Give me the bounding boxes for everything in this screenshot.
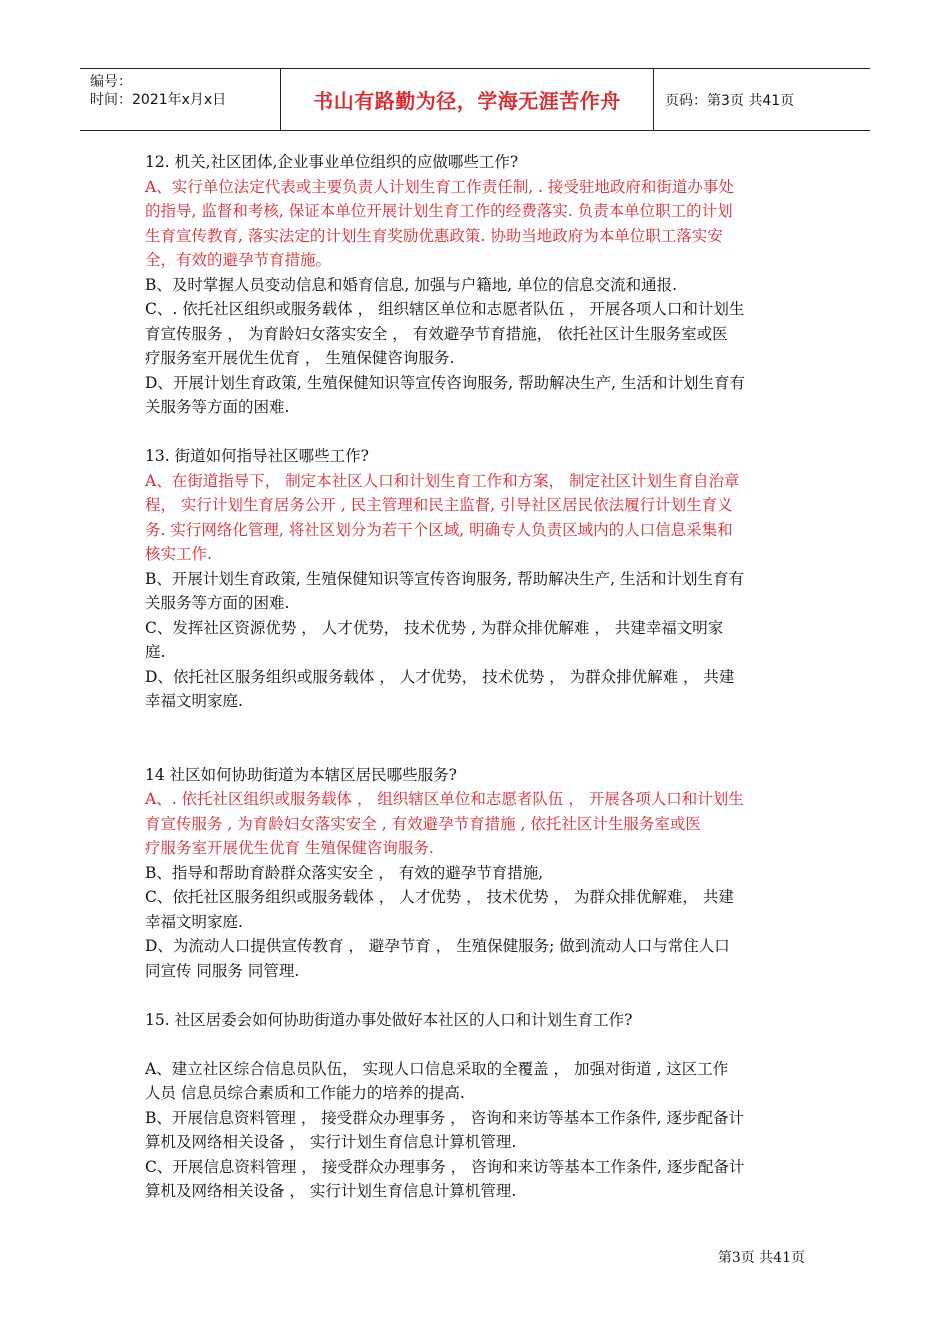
answer-line: 的指导, 监督和考核, 保证本单位开展计划生育工作的经费落实. 负责本单位职工的计划: [145, 202, 733, 220]
answer-line: 程， 实行计划生育居务公开 , 民主管理和民主监督, 引导社区居民依法履行计划生育义: [145, 496, 733, 514]
option-line: 幸福文明家庭.: [145, 912, 243, 931]
question-title: 12. 机关,社区团体,企业事业单位组织的应做哪些工作?: [145, 153, 519, 171]
question-title: 15. 社区居委会如何协助街道办事处做好本社区的人口和计划生育工作?: [145, 1010, 633, 1029]
option-line: C、. 依托社区组织或服务载体 ， 组织辖区单位和志愿者队伍 ， 开展各项人口和计划生: [145, 300, 745, 318]
option-line: 同宣传 同服务 同管理.: [145, 961, 300, 980]
spacer: [145, 714, 810, 739]
option-line: C、发挥社区资源优势 ， 人才优势， 技术优势 , 为群众排优解难 ， 共建幸福文明家: [145, 618, 724, 637]
spacer: [145, 420, 810, 445]
option-line: B、开展计划生育政策, 生殖保健知识等宣传咨询服务, 帮助解决生产, 生活和计划生育有: [145, 569, 744, 588]
option-line: 算机及网络相关设备 ， 实行计划生育信息计算机管理.: [145, 1182, 517, 1200]
question-section: [145, 444, 810, 714]
answer-line: 核实工作.: [145, 545, 212, 563]
option-line: 育宣传服务 ， 为育龄妇女落实安全 ， 有效避孕节育措施， 依托社区计生服务室或医: [145, 324, 728, 343]
option-line: 关服务等方面的困难.: [145, 398, 290, 416]
option-line: D、开展计划生育政策, 生殖保健知识等宣传咨询服务, 帮助解决生产, 生活和计划生育有: [145, 373, 745, 392]
answer-line: 育宣传服务 , 为育龄妇女落实安全 , 有效避孕节育措施 , 依托社区计生服务室或医: [145, 814, 701, 833]
option-line: B、开展信息资料管理 ， 接受群众办理事务 ， 咨询和来访等基本工作条件, 逐步配备计: [145, 1108, 744, 1127]
header-page-label: 页码：第3页 共41页: [665, 92, 795, 109]
spacer: [145, 738, 810, 763]
option-line: C、开展信息资料管理 ， 接受群众办理事务 ， 咨询和来访等基本工作条件, 逐步配备计: [145, 1157, 745, 1176]
question-section: [145, 1008, 810, 1204]
option-line: 疗服务室开展优生优育 ， 生殖保健咨询服务.: [145, 349, 455, 367]
spacer: [145, 1032, 810, 1057]
number-label: 编号：: [90, 74, 132, 90]
header-meta: [80, 69, 281, 130]
question-section: [145, 150, 810, 420]
time-label: 时间：2021年x月x日: [90, 92, 227, 108]
option-line: 庭.: [145, 643, 166, 661]
option-line: 算机及网络相关设备 ， 实行计划生育信息计算机管理.: [145, 1133, 517, 1151]
option-line: D、依托社区服务组织或服务载体 ， 人才优势， 技术优势 ， 为群众排优解难 ， 共建: [145, 667, 735, 686]
document-body: [145, 150, 810, 1204]
option-line: 幸福文明家庭.: [145, 692, 243, 710]
question-section: [145, 763, 810, 984]
option-line: D、为流动人口提供宣传教育 ， 避孕节育 ， 生殖保健服务; 做到流动人口与常住人口: [145, 937, 730, 955]
answer-line: 疗服务室开展优生优育 生殖保健咨询服务.: [145, 839, 434, 857]
answer-line: 务. 实行网络化管理, 将社区划分为若干个区域, 明确专人负责区域内的人口信息采集和: [145, 520, 733, 539]
option-line: 人员 信息员综合素质和工作能力的培养的提高.: [145, 1084, 465, 1102]
answer-line: A、在街道指导下， 制定本社区人口和计划生育工作和方案， 制定社区计划生育自治章: [145, 471, 740, 490]
answer-line: A、实行单位法定代表或主要负责人计划生育工作责任制, . 接受驻地政府和街道办事处: [145, 177, 734, 196]
header-motto: 书山有路勤为径，学海无涯苦作舟: [281, 69, 654, 130]
page-header: [80, 68, 870, 131]
option-line: A、建立社区综合信息员队伍， 实现人口信息采取的全覆盖 ， 加强对街道 , 这区工作: [145, 1059, 729, 1078]
answer-line: 生育宣传教育, 落实法定的计划生育奖励优惠政策. 协助当地政府为本单位职工落实安: [145, 226, 723, 245]
question-title: 14 社区如何协助街道为本辖区居民哪些服务?: [145, 765, 457, 784]
option-line: 关服务等方面的困难.: [145, 594, 290, 612]
question-title: 13. 街道如何指导社区哪些工作?: [145, 447, 369, 465]
answer-line: 全，有效的避孕节育措施。: [145, 251, 332, 269]
spacer: [145, 983, 810, 1008]
option-line: B、及时掌握人员变动信息和婚育信息, 加强与户籍地, 单位的信息交流和通报.: [145, 275, 678, 294]
option-line: C、依托社区服务组织或服务载体 ， 人才优势 ， 技术优势 ， 为群众排优解难， 共建: [145, 888, 734, 906]
option-line: B、指导和帮助育龄群众落实安全 ， 有效的避孕节育措施,: [145, 863, 544, 882]
answer-line: A、. 依托社区组织或服务载体 ， 组织辖区单位和志愿者队伍 ， 开展各项人口和计划生: [145, 790, 744, 808]
page-footer: 第3页 共41页: [717, 1250, 805, 1266]
